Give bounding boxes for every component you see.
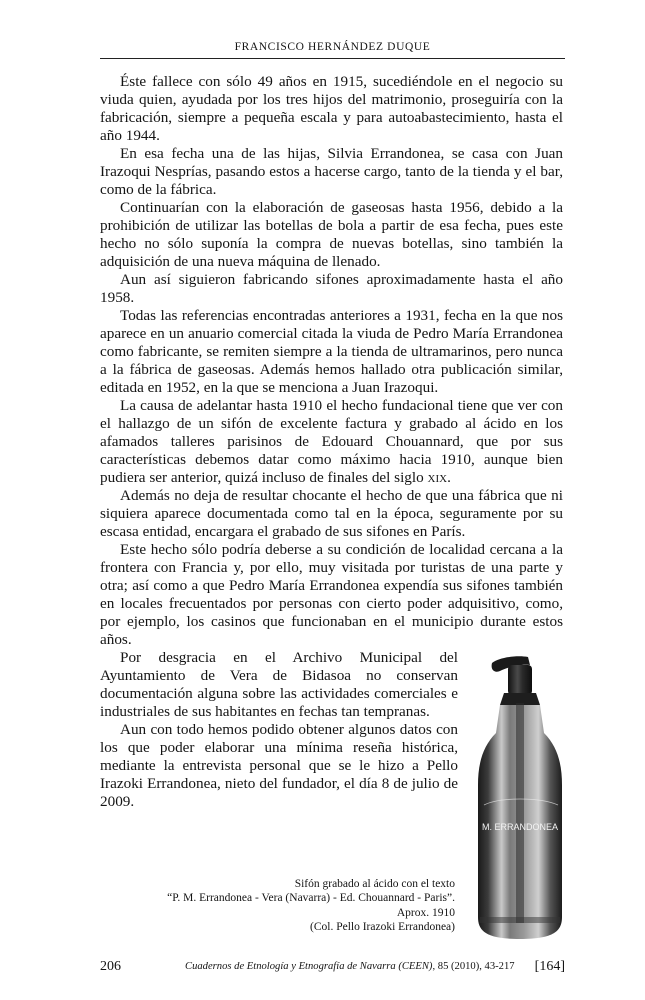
century-numeral: xix (427, 469, 448, 486)
header-rule (100, 58, 565, 59)
page-reference: [164] (534, 959, 565, 974)
running-head: FRANCISCO HERNÁNDEZ DUQUE (234, 41, 431, 53)
siphon-head-shape (508, 665, 532, 695)
page-number: 206 (100, 959, 121, 974)
paragraph-2: En esa fecha una de las hijas, Silvia Errandonea, se casa con Juan Irazoqui Nesprías, pasando estos a hacerse cargo, tanto de la tienda y el bar, como de la fábrica. (100, 145, 563, 198)
paragraph-4: Aun así siguieron fabricando sifones aproximadamente hasta el año 1958. (100, 271, 563, 306)
paragraph-6 (100, 397, 563, 487)
bottle-engraving: M. ERRANDONEA (481, 822, 559, 832)
caption-line-3: Aprox. 1910 (396, 906, 455, 919)
paragraph-3: Continuarían con la elaboración de gaseosas hasta 1956, debido a la prohibición de utilizar las botellas de bola a partir de esa fecha, pues este hecho no sólo suponía la compra de nuevas botellas, sino también la adquisición de una nueva máquina de llenado. (100, 199, 563, 270)
paragraph-10: Aun con todo hemos podido obtener algunos datos con los que poder elaborar una mínima reseña histórica, mediante la entrevista personal que se le hizo a Pello Irazoki Errandonea, nieto del fundador, el día 8 de julio de 2009. (100, 721, 458, 810)
journal-citation (185, 961, 515, 972)
siphon-bottle-photo (470, 655, 570, 945)
paragraph-1: Éste fallece con sólo 49 años en 1915, sucediéndole en el negocio su viuda quien, ayudada por los tres hijos del matrimonio, proseguiría con la fabricación, siempre a pequeña escala y para autoabastecimiento, hasta el año 1944. (100, 73, 563, 144)
caption-line-4: (Col. Pello Irazoki Errandonea) (310, 920, 455, 933)
journal-title: Cuadernos de Etnología y Etnografía de Navarra (CEEN) (185, 961, 433, 972)
paragraph-6-end: . (447, 469, 451, 486)
paragraph-8: Este hecho sólo podría deberse a su condición de localidad cercana a la frontera con Francia y, por ello, muy visitada por turistas de una parte y otra; así como a que Pedro María Errandonea expendía sus sifones también en locales frecuentados por personas con cierto poder adquisitivo, como, por ejemplo, los casinos que funcionaban en el municipio durante estos años. (100, 541, 563, 648)
paragraph-7: Además no deja de resultar chocante el hecho de que una fábrica que ni siquiera aparece documentada como tal en la época, seguramente por su escasa entidad, encargara el grabado de sus sifones en París. (100, 487, 563, 540)
caption-line-1: Sifón grabado al ácido con el texto (294, 878, 455, 890)
paragraph-6-text: La causa de adelantar hasta 1910 el hecho fundacional tiene que ver con el hallazgo de un sifón de excelente factura y grabado al ácido en los afamados talleres parisinos de Edouard Chouannard, que por sus características debemos datar como máximo hacia 1910, aunque bien pudiera ser anterior, quizá incluso de finales del siglo (100, 397, 563, 486)
page-footer (100, 959, 565, 979)
paragraph-9: Por desgracia en el Archivo Municipal del Ayuntamiento de Vera de Bidasoa no conservan documentación alguna sobre las actividades comerciales e industriales de sus habitantes en fechas tan tempranas. (100, 649, 458, 720)
journal-details: , 85 (2010), 43-217 (432, 961, 515, 972)
siphon-tube-shape (516, 703, 524, 923)
paragraph-5: Todas las referencias encontradas anteriores a 1931, fecha en la que nos aparece en un anuario comercial citada la viuda de Pedro María Errandonea como fabricante, se remiten siempre a la tienda de ultramarinos, pero nunca a la fábrica de gaseosas. Además hemos hallado otra publicación similar, editada en 1952, en la que se menciona a Juan Irazoqui. (100, 307, 563, 396)
figure-caption (120, 877, 455, 934)
caption-line-2: “P. M. Errandonea - Vera (Navarra) - Ed. Chouannard - Paris”. (167, 892, 455, 905)
